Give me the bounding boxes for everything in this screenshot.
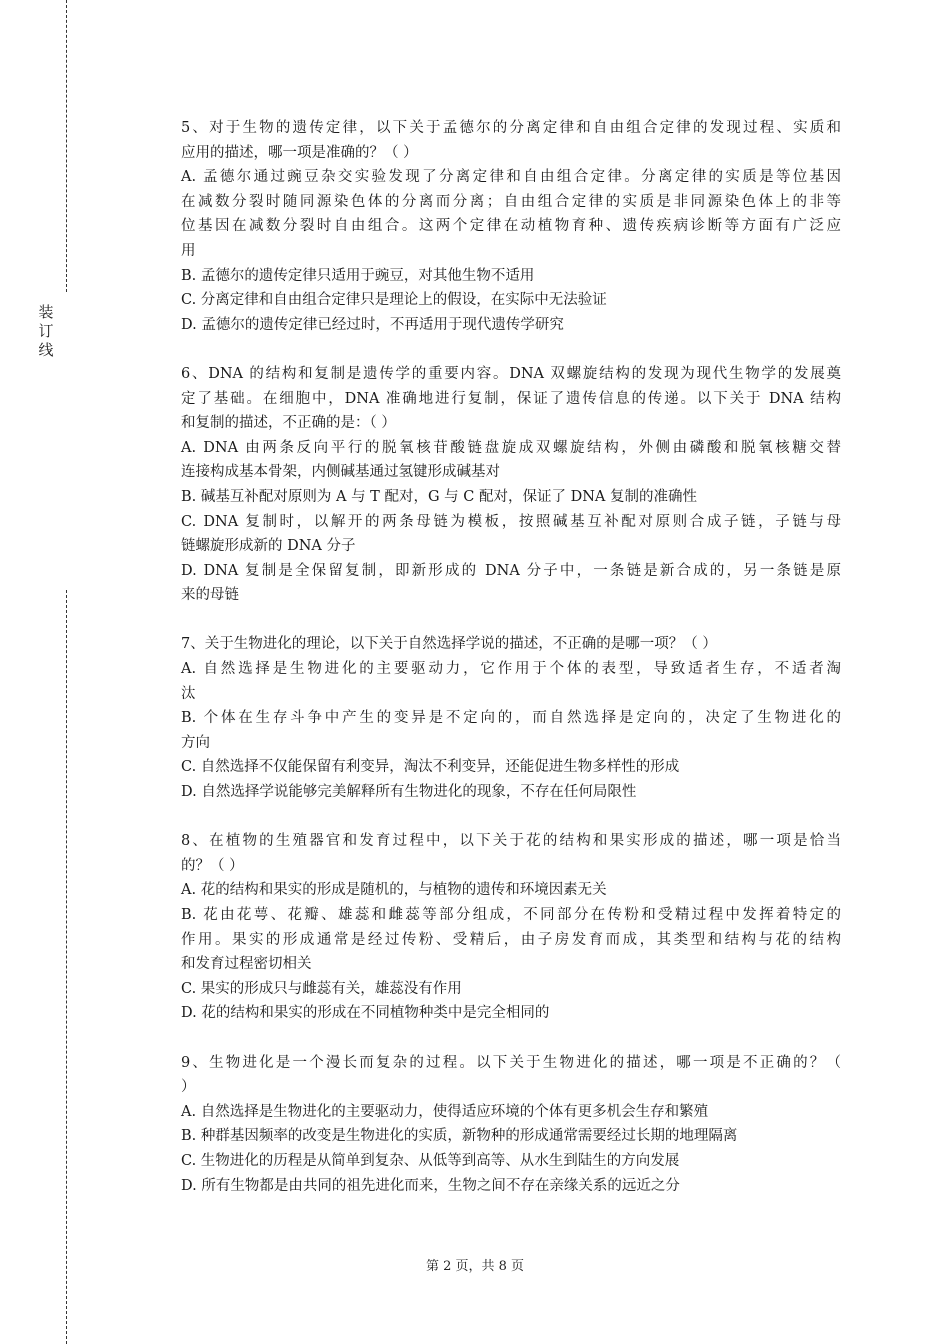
option-d: D. DNA 复制是全保留复制，即新形成的 DNA 分子中，一条链是新合成的，另一条链是原 [181,562,841,579]
option-b: 作用。果实的形成通常是经过传粉、受精后，由子房发育而成，其类型和结构与花的结构 [181,931,841,948]
option-a: A. 自然选择是生物进化的主要驱动力，使得适应环境的个体有更多机会生存和繁殖 [181,1103,709,1120]
option-d: D. 花的结构和果实的形成在不同植物种类中是完全相同的 [181,1005,550,1022]
binding-label-char: 装 [38,303,54,321]
option-c: C. 果实的形成只与雌蕊有关，雄蕊没有作用 [181,980,462,997]
question-text: ） [181,1079,196,1096]
option-c: C. 生物进化的历程是从简单到复杂、从低等到高等、从水生到陆生的方向发展 [181,1152,680,1169]
binding-label [36,303,56,360]
question-6 [181,362,841,608]
option-d: D. 所有生物都是由共同的祖先进化而来，生物之间不存在亲缘关系的远近之分 [181,1177,680,1194]
binding-label-char: 线 [38,341,54,359]
question-8 [181,829,841,1026]
page-number: 第 2 页，共 8 页 [425,1259,525,1274]
option-a: 连接构成基本骨架，内侧碱基通过氢键形成碱基对 [181,464,500,481]
question-7 [181,632,841,804]
option-d: 来的母链 [181,587,239,604]
option-c: 链螺旋形成新的 DNA 分子 [181,538,356,555]
question-text: 应用的描述，哪一项是准确的？（ ） [181,144,418,161]
question-text: 7、关于生物进化的理论，以下关于自然选择学说的描述，不正确的是哪一项？（ ） [181,636,717,653]
question-text: 定了基础。在细胞中，DNA 准确地进行复制，保证了遗传信息的传递。以下关于 DNA 结构 [181,390,841,407]
option-b: B. 个体在生存斗争中产生的变异是不定向的，而自然选择是定向的，决定了生物进化的 [181,710,841,727]
option-b: B. 孟德尔的遗传定律只适用于豌豆，对其他生物不适用 [181,267,535,284]
option-c: C. 自然选择不仅能保留有利变异，淘汰不利变异，还能促进生物多样性的形成 [181,759,680,776]
binding-label-char: 订 [38,322,54,340]
option-b: B. 花由花萼、花瓣、雄蕊和雌蕊等部分组成，不同部分在传粉和受精过程中发挥着特定的 [181,907,841,923]
question-text: 6、DNA 的结构和复制是遗传学的重要内容。DNA 双螺旋结构的发现为现代生物学的发展奠 [181,365,841,382]
option-b: B. 碱基互补配对原则为 A 与 T 配对，G 与 C 配对，保证了 DNA 复制的准确性 [181,488,697,505]
question-text: 9、生物进化是一个漫长而复杂的过程。以下关于生物进化的描述，哪一项是不正确的？（ [181,1054,841,1071]
binding-line-bottom [66,590,67,1344]
option-b: B. 种群基因频率的改变是生物进化的实质，新物种的形成通常需要经过长期的地理隔离 [181,1128,738,1145]
question-text: 8、在植物的生殖器官和发育过程中，以下关于花的结构和果实形成的描述，哪一项是恰当 [181,833,841,850]
option-a: A. DNA 由两条反向平行的脱氧核苷酸链盘旋成双螺旋结构，外侧由磷酸和脱氧核糖交替 [181,439,841,456]
option-a: A. 自然选择是生物进化的主要驱动力，它作用于个体的表型，导致适者生存，不适者淘 [181,661,841,678]
question-5 [181,116,841,337]
question-text: 的？（ ） [181,857,244,874]
option-b: 方向 [181,734,210,751]
option-a: A. 花的结构和果实的形成是随机的，与植物的遗传和环境因素无关 [181,882,607,899]
option-a: A. 孟德尔通过豌豆杂交实验发现了分离定律和自由组合定律。分离定律的实质是等位基因 [181,169,841,186]
question-text: 5、对于生物的遗传定律，以下关于孟德尔的分离定律和自由组合定律的发现过程、实质和 [181,120,841,136]
option-b: 和发育过程密切相关 [181,956,312,973]
question-9 [181,1051,841,1199]
option-c: C. 分离定律和自由组合定律只是理论上的假设，在实际中无法验证 [181,292,607,309]
option-a: 在减数分裂时随同源染色体的分离而分离；自由组合定律的实质是非同源染色体上的非等 [181,193,841,210]
option-d: D. 孟德尔的遗传定律已经过时，不再适用于现代遗传学研究 [181,316,564,333]
option-d: D. 自然选择学说能够完美解释所有生物进化的现象，不存在任何局限性 [181,784,637,801]
option-a: 汰 [181,685,196,702]
question-list [181,116,841,1223]
binding-line-top [66,0,67,292]
option-c: C. DNA 复制时，以解开的两条母链为模板，按照碱基互补配对原则合成子链，子链与母 [181,513,841,530]
option-a: 位基因在减数分裂时自由组合。这两个定律在动植物育种、遗传疾病诊断等方面有广泛应 [181,218,841,235]
option-a: 用 [181,242,196,259]
question-text: 和复制的描述，不正确的是：（ ） [181,415,396,432]
